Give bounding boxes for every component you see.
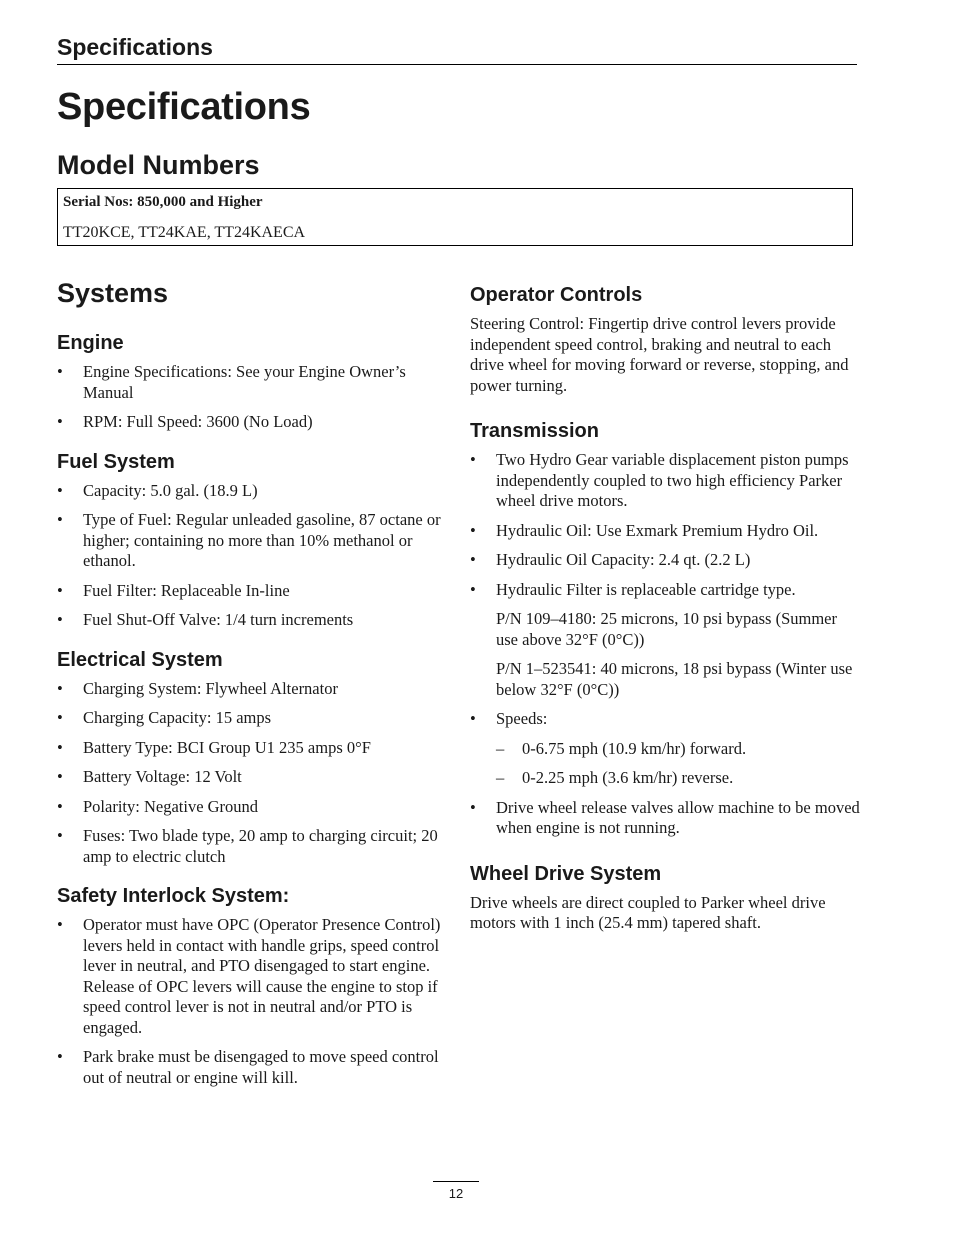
wheel-drive-text: Drive wheels are direct coupled to Parker wheel drive motors with 1 inch (25.4 mm) tapered shaft.: [470, 892, 826, 932]
operator-controls-text: Steering Control: Fingertip drive control levers provide independent speed control, braking and neutral to each drive wheel for moving forward or reverse, stopping, and power turning.: [470, 314, 849, 395]
fuel-system-section: [57, 449, 447, 631]
list-item: • Drive wheel release valves allow machine to be moved when engine is not running.: [470, 798, 860, 839]
engine-section: [57, 330, 447, 433]
serial-numbers-label: Serial Nos: 850,000 and Higher: [63, 194, 263, 210]
transmission-heading: Transmission: [470, 420, 599, 442]
speed-item: – 0-6.75 mph (10.9 km/hr) forward.: [496, 739, 860, 760]
page-title: Specifications: [57, 86, 311, 128]
running-header-title: Specifications: [57, 34, 213, 60]
operator-controls-heading: Operator Controls: [470, 284, 643, 306]
list-item: • Park brake must be disengaged to move speed control out of neutral or engine will kill.: [57, 1047, 447, 1088]
safety-interlock-section: [57, 883, 447, 1088]
list-item: • Battery Type: BCI Group U1 235 amps 0°F: [57, 738, 447, 759]
wheel-drive-heading: Wheel Drive System: [470, 862, 662, 885]
list-item: • Battery Voltage: 12 Volt: [57, 767, 447, 788]
header-rule: [57, 64, 857, 65]
list-item: • Hydraulic Oil: Use Exmark Premium Hydro Oil.: [470, 521, 860, 542]
wheel-drive-section: [470, 861, 860, 934]
list-item: • Two Hydro Gear variable displacement piston pumps independently coupled to two high efficiency Parker wheel drive motors.: [470, 450, 860, 512]
list-item: • Capacity: 5.0 gal. (18.9 L): [57, 481, 447, 502]
list-item: • Speeds:: [470, 709, 860, 730]
footer-rule: [433, 1181, 479, 1182]
model-list: TT20KCE, TT24KAE, TT24KAECA: [63, 224, 306, 241]
model-numbers-table: [57, 188, 853, 246]
fuel-system-heading: Fuel System: [57, 450, 175, 473]
list-item: • Charging System: Flywheel Alternator: [57, 679, 447, 700]
speed-item: – 0-2.25 mph (3.6 km/hr) reverse.: [496, 768, 860, 789]
electrical-system-section: [57, 647, 447, 868]
filter-note: P/N 109–4180: 25 microns, 10 psi bypass (Summer use above 32°F (0°C)): [496, 609, 837, 649]
page-number: 12: [448, 1186, 464, 1201]
list-item: • RPM: Full Speed: 3600 (No Load): [57, 412, 447, 433]
list-item: • Engine Specifications: See your Engine Owner’s Manual: [57, 362, 447, 403]
engine-heading: Engine: [57, 332, 124, 354]
list-item: • Operator must have OPC (Operator Presence Control) levers held in contact with handle grips, speed control lever in neutral, and PTO disengaged to start engine. Release of OPC levers will cause the engine to stop if speed control lever is not in neutral and/or PTO is engaged.: [57, 915, 447, 1038]
left-column: [57, 276, 447, 1104]
list-item: • Fuel Filter: Replaceable In-line: [57, 581, 447, 602]
filter-note: P/N 1–523541: 40 microns, 18 psi bypass (Winter use below 32°F (0°C)): [496, 659, 853, 699]
list-item: • Type of Fuel: Regular unleaded gasoline, 87 octane or higher; containing no more than 10% methanol or ethanol.: [57, 510, 447, 572]
transmission-section: [470, 418, 860, 839]
list-item: • Fuses: Two blade type, 20 amp to charging circuit; 20 amp to electric clutch: [57, 826, 447, 867]
list-item: • Hydraulic Oil Capacity: 2.4 qt. (2.2 L): [470, 550, 860, 571]
electrical-system-heading: Electrical System: [57, 648, 223, 671]
list-item: • Fuel Shut-Off Valve: 1/4 turn increments: [57, 610, 447, 631]
list-item: • Polarity: Negative Ground: [57, 797, 447, 818]
systems-heading: Systems: [57, 278, 169, 308]
operator-controls-section: [470, 282, 860, 396]
model-numbers-heading: Model Numbers: [57, 150, 260, 180]
right-column: [470, 282, 860, 950]
list-item: • Hydraulic Filter is replaceable cartridge type.: [470, 580, 860, 601]
list-item: • Charging Capacity: 15 amps: [57, 708, 447, 729]
safety-interlock-heading: Safety Interlock System:: [57, 885, 290, 907]
